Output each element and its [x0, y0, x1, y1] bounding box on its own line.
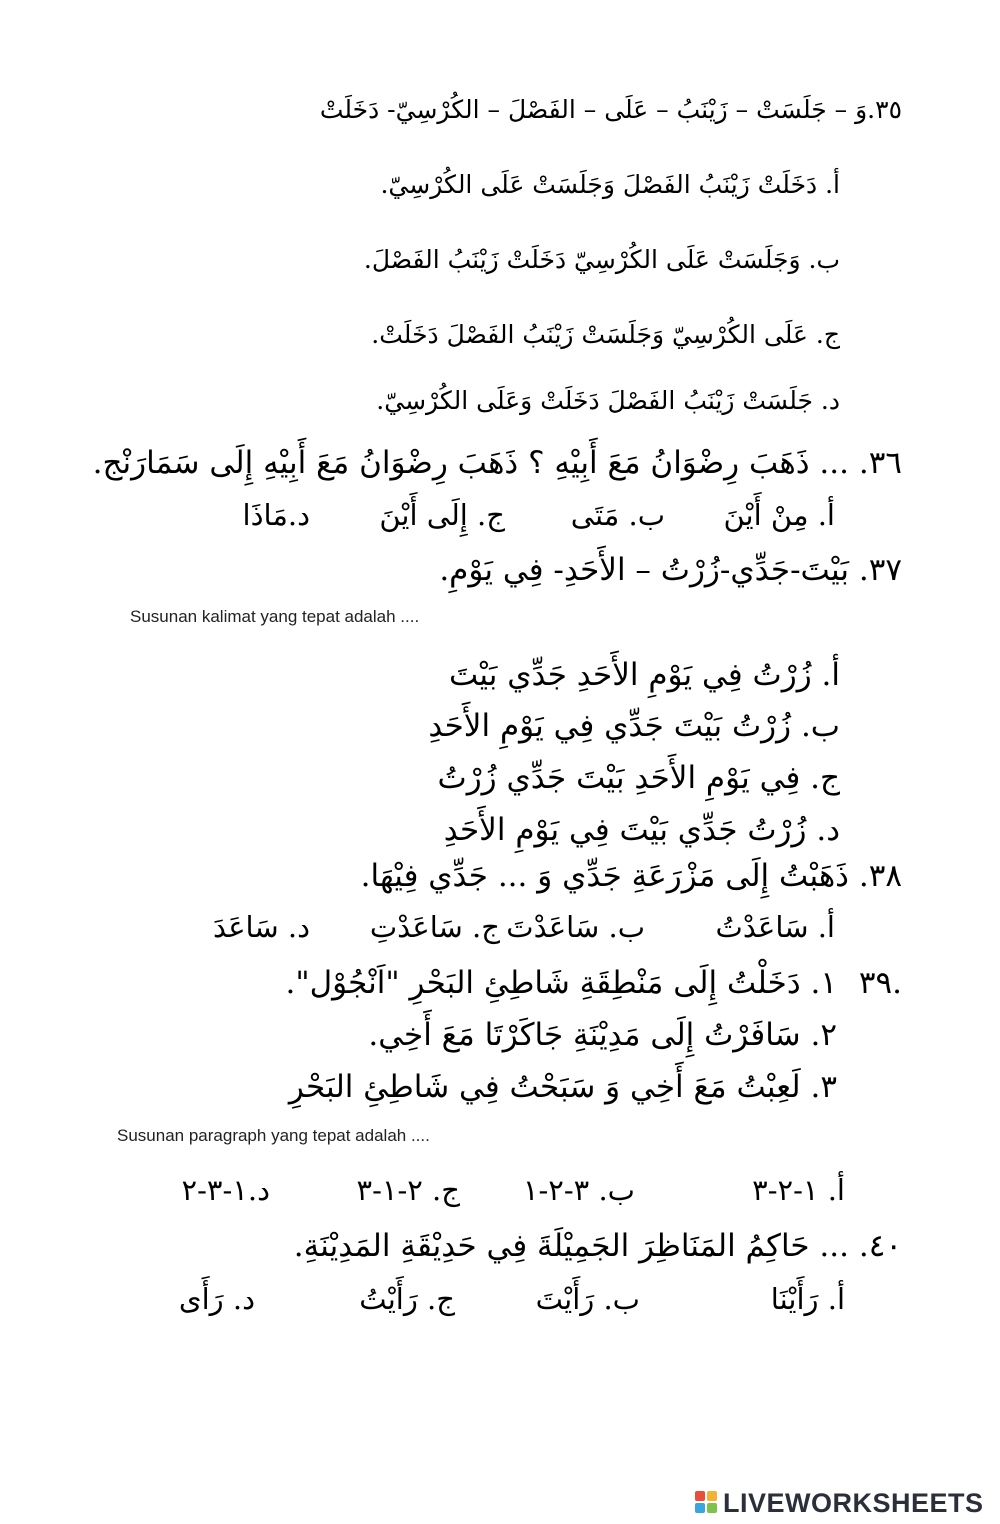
q40-stem: ٤٠. ... حَاكِمُ المَنَاظِرَ الجَمِيْلَةَ فِي حَدِيْقَةِ المَدِيْنَةِ. [293, 1228, 902, 1264]
q36-stem: ٣٦. ... ذَهَبَ رِضْوَانُ مَعَ أَبِيْهِ ؟ ذَهَبَ رِضْوَانُ مَعَ أَبِيْهِ إِلَى سَمَارَنْج. [92, 445, 902, 481]
q36-option-a: أ. مِنْ أَيْنَ [723, 498, 835, 532]
q40-option-d: د. رَأَى [178, 1282, 255, 1316]
q35-option-a: أ. دَخَلَتْ زَيْنَبُ الفَصْلَ وَجَلَسَتْ عَلَى الكُرْسِيّ. [380, 170, 840, 199]
q39-sentence-3: ٣. لَعِبْتُ مَعَ أَخِي وَ سَبَحْتُ فِي شَاطِئِ البَحْرِ [288, 1069, 837, 1105]
liveworksheets-brand[interactable] [695, 1487, 984, 1519]
liveworksheets-logo-icon [695, 1491, 719, 1515]
q35-option-d: د. جَلَسَتْ زَيْنَبُ الفَصْلَ دَخَلَتْ وَعَلَى الكُرْسِيّ. [376, 386, 840, 415]
q39-option-c: ج. ٢-١-٣ [356, 1173, 460, 1207]
q39-option-a: أ. ١-٢-٣ [752, 1173, 845, 1207]
q38-option-b: ب. سَاعَدْتَ [506, 910, 645, 944]
q37-option-b: ب. زُرْتُ بَيْتَ جَدِّي فِي يَوْمِ الأَحَدِ [428, 708, 840, 744]
q37-option-a: أ. زُرْتُ فِي يَوْمِ الأَحَدِ جَدِّي بَيْتَ [448, 657, 840, 693]
q35-stem: ٣٥.وَ – جَلَسَتْ – زَيْنَبُ – عَلَى – الفَصْلَ – الكُرْسِيّ- دَخَلَتْ [319, 95, 902, 124]
q39-option-d: د.١-٣-٢ [181, 1173, 270, 1207]
q37-option-d: د. زُرْتُ جَدِّي بَيْتَ فِي يَوْمِ الأَحَدِ [443, 812, 840, 848]
q36-option-b: ب. مَتَى [570, 498, 665, 532]
q40-option-a: أ. رَأَيْنَا [770, 1282, 845, 1316]
q39-sentence-2: ٢. سَافَرْتُ إِلَى مَدِيْنَةِ جَاكَرْتَا مَعَ أَخِي. [368, 1017, 837, 1053]
q40-option-c: ج. رَأَيْتُ [359, 1282, 455, 1316]
q38-option-c: ج. سَاعَدْتِ [369, 910, 500, 944]
q35-option-b: ب. وَجَلَسَتْ عَلَى الكُرْسِيّ دَخَلَتْ زَيْنَبُ الفَصْلَ. [363, 245, 840, 274]
q40-option-b: ب. رَأَيْتَ [535, 1282, 640, 1316]
brand-text: LIVEWORKSHEETS [723, 1487, 984, 1518]
q37-instruction: Susunan kalimat yang tepat adalah .... [130, 607, 420, 626]
q37-option-c: ج. فِي يَوْمِ الأَحَدِ بَيْتَ جَدِّي زُرْتُ [437, 760, 840, 796]
q39-option-b: ب. ٣-٢-١ [522, 1173, 635, 1207]
logo-square-4 [707, 1503, 717, 1513]
q39-number: ٣٩. [858, 965, 902, 1001]
q38-stem: ٣٨. ذَهَبْتُ إِلَى مَزْرَعَةِ جَدِّي وَ ... جَدِّي فِيْهَا. [360, 858, 902, 894]
q37-stem: ٣٧. بَيْتَ-جَدِّي-زُرْتُ – الأَحَدِ- فِي يَوْمِ. [439, 552, 902, 588]
q35-option-c: ج. عَلَى الكُرْسِيّ وَجَلَسَتْ زَيْنَبُ الفَصْلَ دَخَلَتْ. [371, 320, 840, 349]
logo-square-2 [707, 1491, 717, 1501]
q38-option-d: د. سَاعَدَ [212, 910, 310, 944]
q36-option-c: ج. إِلَى أَيْنَ [379, 498, 505, 532]
logo-square-1 [695, 1491, 705, 1501]
logo-square-3 [695, 1503, 705, 1513]
q36-option-d: د.مَاذَا [242, 498, 310, 532]
q39-sentence-1: ١. دَخَلْتُ إِلَى مَنْطِقَةِ شَاطِئِ البَحْرِ "اَنْجُوْل". [285, 965, 837, 1001]
q38-option-a: أ. سَاعَدْتُ [715, 910, 835, 944]
q39-instruction: Susunan paragraph yang tepat adalah .... [117, 1126, 430, 1145]
